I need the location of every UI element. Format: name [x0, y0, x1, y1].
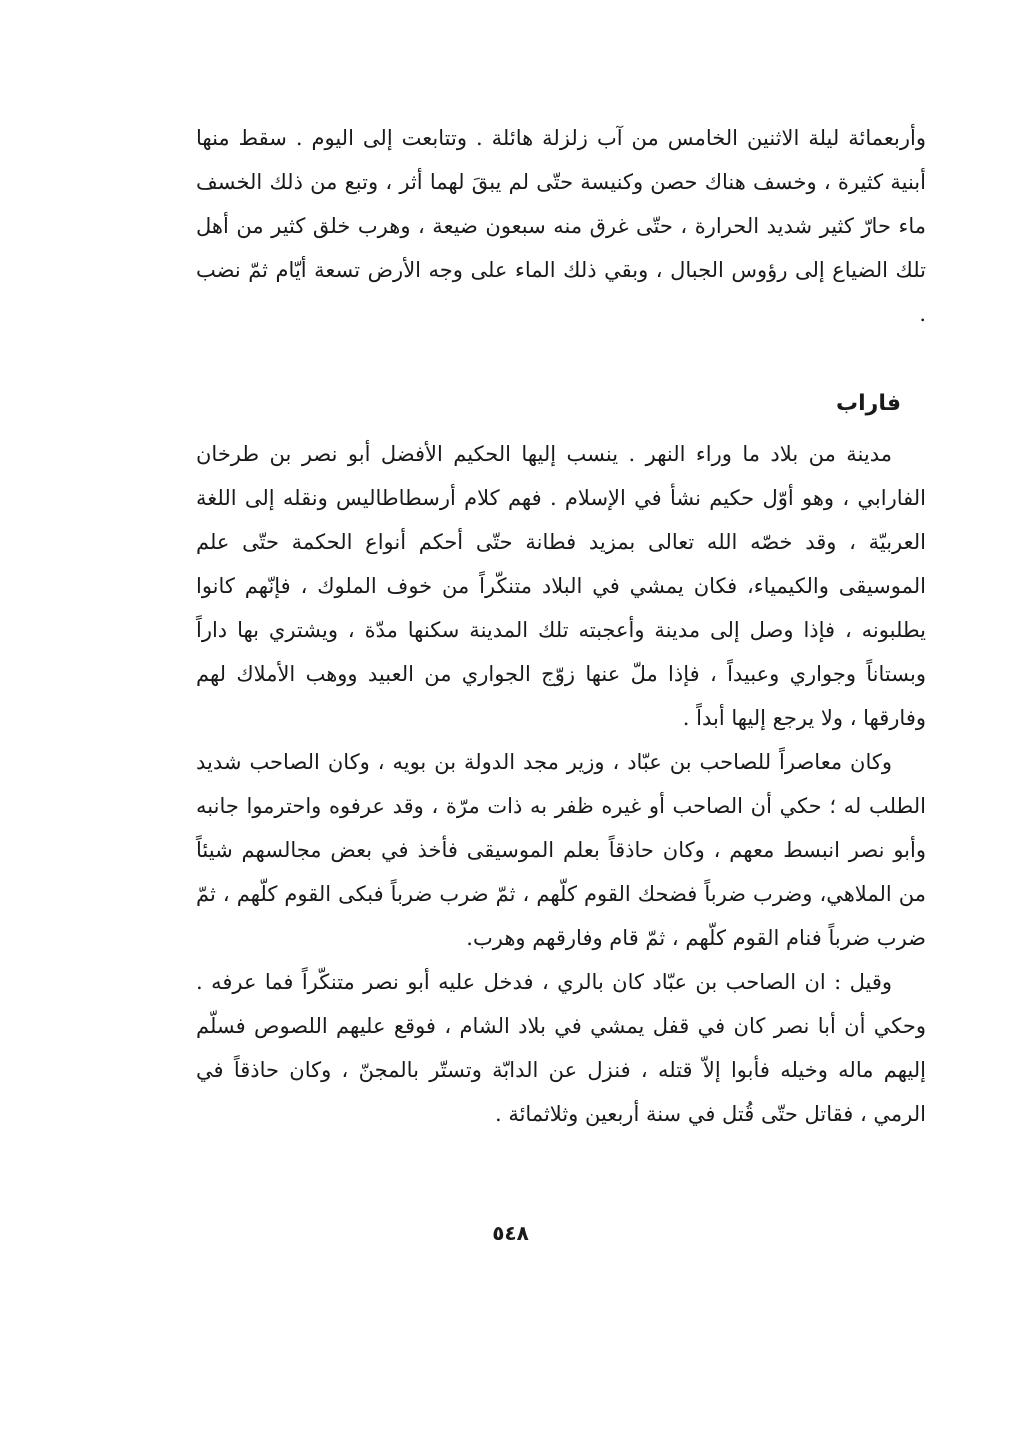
body-paragraph-2: وكان معاصراً للصاحب بن عبّاد ، وزير مجد الدولة بن بويه ، وكان الصاحب شديد الطلب له ؛ حكي أن الصاحب أو غيره ظفر به ذات مرّة ، وقد عرفوه واحترموا جانبه وأبو نصر انبسط معهم ، وكان حاذقاً بعلم الموسيقى فأخذ في بعض مجالسهم شيئاً من الملاهي، وضرب ضرباً فضحك القوم كلّهم ، ثمّ ضرب ضرباً فبكى القوم كلّهم ، ثمّ ضرب ضرباً فنام القوم كلّهم ، ثمّ قام وفارقهم وهرب. — [196, 750, 926, 950]
section-body — [196, 432, 926, 1136]
intro-paragraph-block — [196, 116, 926, 336]
section-title: فاراب — [836, 391, 901, 416]
body-paragraph-1: مدينة من بلاد ما وراء النهر . ينسب إليها الحكيم الأفضل أبو نصر بن طرخان الفارابي ، وهو أوّل حكيم نشأ في الإسلام . فهم كلام أرسطاطاليس ونقله إلى اللغة العربيّة ، وقد خصّه الله تعالى بمزيد فطانة حتّى أحكم أنواع الحكمة حتّى علم الموسيقى والكيمياء، فكان يمشي في البلاد متنكّراً من خوف الملوك ، فإنّهم كانوا يطلبونه ، فإذا وصل إلى مدينة وأعجبته تلك المدينة سكنها مدّة ، ويشتري بها داراً وبستاناً وجواري وعبيداً ، فإذا ملّ عنها زوّج الجواري من العبيد ووهب الأملاك لهم وفارقها ، ولا يرجع إليها أبداً . — [196, 442, 926, 730]
page-number: ٥٤٨ — [492, 1221, 529, 1245]
body-paragraph-3: وقيل : ان الصاحب بن عبّاد كان بالري ، فدخل عليه أبو نصر متنكّراً فما عرفه . وحكي أن أبا نصر كان في قفل يمشي في بلاد الشام ، فوقع عليهم اللصوص فسلّم إليهم ماله وخيله فأبوا إلاّ قتله ، فنزل عن الدابّة وتستّر بالمجنّ ، وكان حاذقاً في الرمي ، فقاتل حتّى قُتل في سنة أربعين وثلاثمائة . — [196, 970, 926, 1126]
intro-paragraph: وأربعمائة ليلة الاثنين الخامس من آب زلزلة هائلة . وتتابعت إلى اليوم . سقط منها أبنية كثيرة ، وخسف هناك حصن وكنيسة حتّى لم يبقَ لهما أثر ، وتبع من ذلك الخسف ماء حارّ كثير شديد الحرارة ، حتّى غرق منه سبعون ضيعة ، وهرب خلق كثير من أهل تلك الضياع إلى رؤوس الجبال ، وبقي ذلك الماء على وجه الأرض تسعة أيّام ثمّ نضب . — [196, 126, 926, 326]
